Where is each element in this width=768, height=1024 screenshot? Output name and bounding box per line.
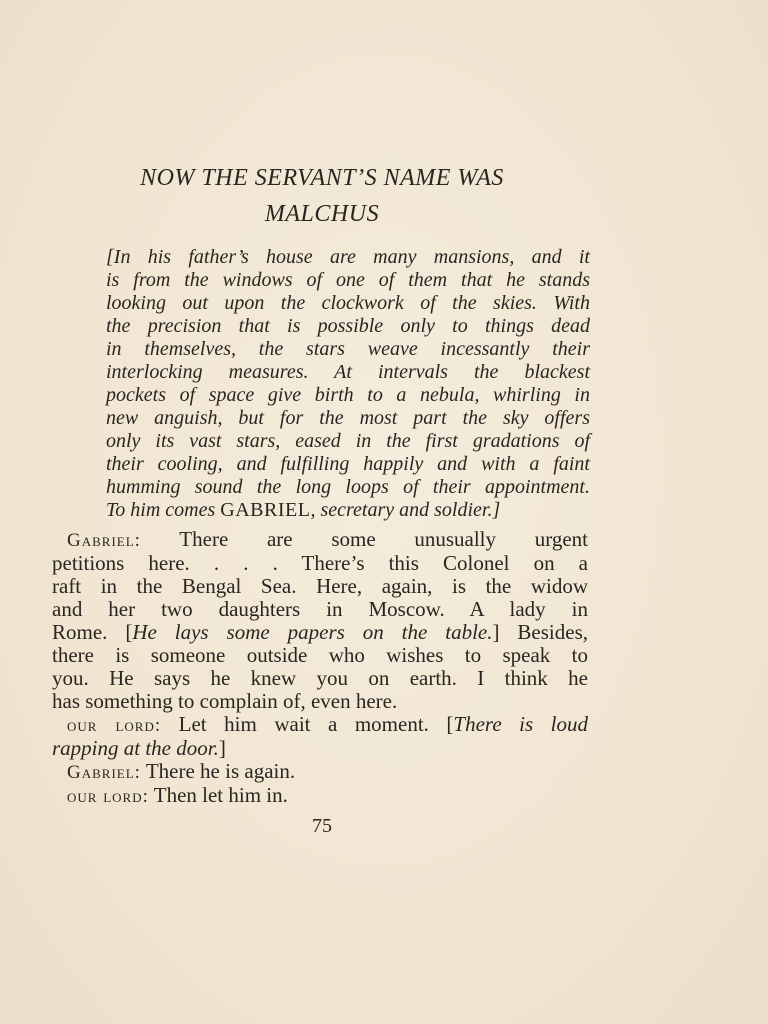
dialogue-line: and her two daughters in Moscow. A lady in [52, 597, 588, 621]
speech-text: ] [218, 736, 226, 760]
dialogue-line [52, 528, 588, 552]
dialogue-line [52, 621, 588, 644]
dialogue-block [52, 528, 588, 808]
direction-text: , secretary and soldier.] [310, 499, 501, 521]
speech-text: Let him wait a moment. [ [178, 712, 454, 736]
stage-direction [106, 246, 590, 522]
direction-line: humming sound the long loops of their appointment. [106, 476, 590, 498]
direction-line: the precision that is possible only to things dead [106, 315, 590, 337]
dialogue-line [52, 713, 588, 737]
dialogue-line: there is someone outside who wishes to speak to [52, 643, 588, 667]
stage-note: There is loud [453, 712, 589, 736]
chapter-title [52, 160, 592, 232]
direction-line [106, 499, 590, 522]
direction-line: is from the windows of one of them that he stands [106, 269, 590, 291]
page-number: 75 [312, 815, 332, 837]
direction-line: pockets of space give birth to a nebula, whirling in [106, 384, 590, 406]
speaker-label: Gabriel: [67, 762, 141, 783]
direction-line: [In his father’s house are many mansions, and it [106, 246, 590, 268]
speaker-label: Gabriel: [67, 530, 141, 551]
dialogue-line: petitions here. . . . There’s this Colonel on a [52, 551, 588, 575]
speaker-label: our lord: [67, 786, 149, 807]
direction-line: their cooling, and fulfilling happily and with a faint [106, 453, 590, 475]
title-line-1: NOW THE SERVANT’S NAME WAS [140, 165, 504, 191]
speaker-label: our lord: [67, 715, 162, 736]
speech-text: There are some unusually urgent [179, 527, 589, 551]
stage-note: rapping at the door. [52, 736, 219, 760]
character-name: GABRIEL [220, 499, 311, 521]
dialogue-line [52, 737, 588, 760]
direction-text: To him comes [106, 499, 216, 521]
stage-note: He lays some papers on the table. [132, 620, 493, 644]
direction-line: new anguish, but for the most part the sky offers [106, 407, 590, 429]
direction-line: interlocking measures. At intervals the blackest [106, 361, 590, 383]
speech-text: Then let him in. [153, 783, 288, 807]
speech-text: There he is again. [145, 759, 296, 783]
speech-text: Rome. [ [52, 620, 133, 644]
dialogue-line: you. He says he knew you on earth. I think he [52, 666, 588, 690]
dialogue-line [52, 760, 588, 784]
direction-line: looking out upon the clockwork of the skies. With [106, 292, 590, 314]
dialogue-line: has something to complain of, even here. [52, 689, 398, 713]
title-line-2: MALCHUS [264, 201, 380, 227]
speech-text: ] Besides, [492, 620, 588, 644]
direction-line: in themselves, the stars weave incessantly their [106, 338, 590, 360]
dialogue-line: raft in the Bengal Sea. Here, again, is the widow [52, 574, 588, 598]
direction-line: only its vast stars, eased in the first gradations of [106, 430, 590, 452]
dialogue-line [52, 784, 588, 808]
